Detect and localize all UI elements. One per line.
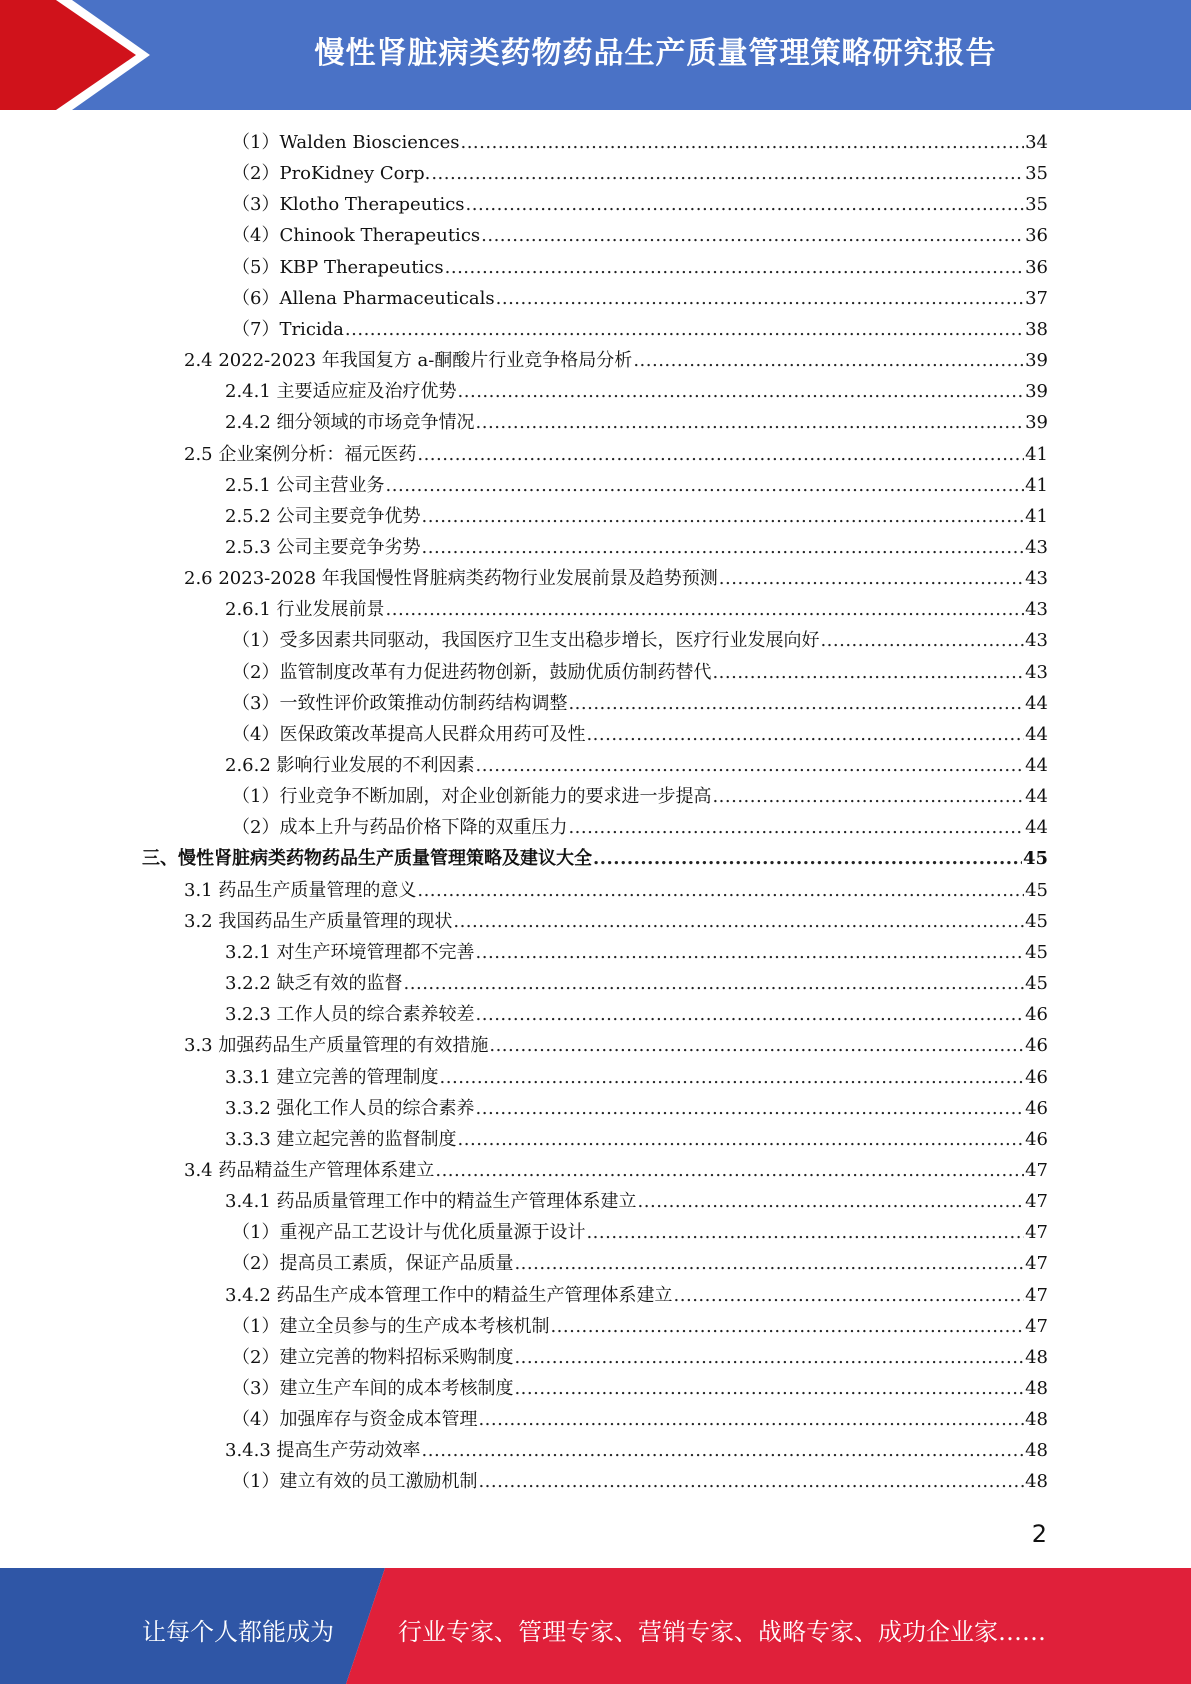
footer-slogan-left: 让每个人都能成为 (142, 1618, 334, 1646)
toc-entry[interactable] (232, 221, 1048, 252)
toc-entry-title: （2）成本上升与药品价格下降的双重压力 (232, 817, 568, 839)
toc-entry-title: （3）Klotho Therapeutics (232, 194, 465, 216)
toc-entry-page: 48 (1025, 1440, 1048, 1462)
toc-dot-leader (586, 1222, 1024, 1243)
toc-dot-leader (593, 848, 1022, 869)
toc-dot-leader (345, 319, 1024, 340)
toc-entry-page: 36 (1025, 256, 1048, 278)
toc-entry-page: 43 (1025, 568, 1048, 590)
toc-entry-title: 3.3 加强药品生产质量管理的有效措施 (184, 1035, 489, 1057)
toc-dot-leader (820, 630, 1024, 651)
toc-entry[interactable] (225, 938, 1048, 969)
toc-entry-page: 37 (1025, 287, 1048, 309)
toc-dot-leader (633, 350, 1024, 371)
toc-entry[interactable] (232, 626, 1048, 657)
toc-entry-page: 47 (1025, 1315, 1048, 1337)
toc-entry[interactable] (225, 1094, 1048, 1125)
toc-dot-leader (481, 225, 1024, 246)
toc-entry-title: 3.3.3 建立起完善的监督制度 (225, 1128, 457, 1150)
toc-entry-title: 3.4.1 药品质量管理工作中的精益生产管理体系建立 (225, 1191, 637, 1213)
toc-entry-page: 47 (1025, 1191, 1048, 1213)
toc-entry-title: 3.3.1 建立完善的管理制度 (225, 1066, 439, 1088)
toc-entry-page: 44 (1025, 755, 1048, 776)
toc-dot-leader (478, 1471, 1024, 1492)
toc-entry-title: 2.6.1 行业发展前景 (225, 599, 385, 621)
toc-entry[interactable] (232, 782, 1048, 813)
toc-entry-page: 45 (1022, 848, 1048, 870)
toc-entry[interactable] (225, 1281, 1048, 1312)
toc-entry-title: 三、慢性肾脏病类药物药品生产质量管理策略及建议大全 (142, 848, 592, 870)
toc-dot-leader (422, 506, 1025, 527)
toc-entry-page: 41 (1025, 443, 1048, 465)
toc-entry-title: 3.2 我国药品生产质量管理的现状 (184, 910, 453, 932)
toc-entry[interactable] (225, 1063, 1048, 1094)
toc-dot-leader (712, 786, 1024, 807)
footer-slogan-right: 行业专家、管理专家、营销专家、战略专家、成功企业家…… (398, 1618, 1046, 1646)
toc-dot-leader (586, 724, 1024, 745)
toc-entry[interactable] (225, 1125, 1048, 1156)
toc-entry-title: 2.4.2 细分领域的市场竞争情况 (225, 412, 475, 434)
toc-entry-page: 46 (1025, 1066, 1048, 1088)
toc-entry-page: 45 (1025, 941, 1048, 963)
toc-entry-title: （3）建立生产车间的成本考核制度 (232, 1378, 514, 1399)
toc-entry-title: 3.2.2 缺乏有效的监督 (225, 973, 403, 995)
toc-entry-page: 34 (1025, 132, 1048, 153)
page-number: 2 (1031, 1520, 1047, 1548)
toc-entry-title: （2）ProKidney Corp. (232, 163, 431, 185)
toc-entry[interactable] (184, 1031, 1048, 1062)
toc-dot-leader (476, 1098, 1025, 1119)
toc-entry-page: 48 (1025, 1346, 1048, 1368)
toc-entry-title: （1）建立有效的员工激励机制 (232, 1471, 478, 1493)
toc-entry-page: 44 (1025, 723, 1048, 745)
toc-dot-leader (476, 412, 1025, 433)
toc-entry[interactable] (225, 377, 1048, 408)
toc-entry[interactable] (232, 1467, 1048, 1498)
toc-entry-page: 39 (1025, 350, 1048, 372)
toc-entry-page: 47 (1025, 1159, 1048, 1181)
toc-entry-title: （1）重视产品工艺设计与优化质量源于设计 (232, 1222, 586, 1244)
toc-entry-title: 2.4.1 主要适应症及治疗优势 (225, 381, 457, 403)
toc-entry[interactable] (225, 1000, 1048, 1031)
toc-entry-page: 41 (1025, 474, 1048, 496)
toc-entry-title: （4）医保政策改革提高人民群众用药可及性 (232, 723, 586, 745)
toc-entry-page: 35 (1025, 194, 1048, 216)
toc-entry-page: 39 (1025, 412, 1048, 434)
toc-dot-leader (712, 662, 1024, 683)
toc-dot-leader (386, 475, 1025, 496)
toc-entry-title: 2.6.2 影响行业发展的不利因素 (225, 755, 475, 776)
toc-dot-leader (568, 817, 1024, 838)
toc-entry-title: （3）一致性评价政策推动仿制药结构调整 (232, 692, 568, 714)
toc-dot-leader (496, 288, 1024, 309)
toc-entry-page: 36 (1025, 225, 1048, 247)
toc-entry-page: 47 (1025, 1222, 1048, 1244)
toc-entry-title: 3.4 药品精益生产管理体系建立 (184, 1159, 435, 1181)
toc-entry-page: 45 (1025, 910, 1048, 932)
toc-dot-leader (514, 1347, 1024, 1368)
toc-entry-title: 3.1 药品生产质量管理的意义 (184, 879, 417, 901)
toc-dot-leader (431, 163, 1024, 184)
toc-entry-title: 2.5.3 公司主要竞争劣势 (225, 536, 421, 558)
toc-entry-page: 48 (1025, 1471, 1048, 1493)
toc-entry[interactable] (184, 907, 1048, 938)
toc-entry-page: 43 (1025, 630, 1048, 652)
toc-entry[interactable] (232, 658, 1048, 689)
toc-entry[interactable] (232, 1343, 1048, 1374)
toc-entry-page: 47 (1025, 1284, 1048, 1306)
toc-dot-leader (514, 1378, 1024, 1399)
report-footer (0, 1568, 1191, 1684)
toc-dot-leader (674, 1285, 1025, 1306)
toc-entry-page: 38 (1025, 318, 1048, 340)
toc-dot-leader (440, 1067, 1025, 1088)
toc-entry[interactable] (225, 595, 1048, 626)
toc-entry-title: （2）提高员工素质，保证产品质量 (232, 1253, 514, 1275)
toc-entry[interactable] (184, 876, 1048, 907)
toc-entry[interactable] (232, 284, 1048, 315)
toc-entry-title: 3.2.3 工作人员的综合素养较差 (225, 1004, 475, 1026)
toc-entry-title: （1）行业竞争不断加剧，对企业创新能力的要求进一步提高 (232, 786, 712, 808)
toc-dot-leader (417, 880, 1024, 901)
toc-dot-leader (404, 973, 1025, 994)
toc-entry-page: 45 (1025, 879, 1048, 901)
toc-entry-page: 46 (1025, 1035, 1048, 1057)
toc-dot-leader (458, 1129, 1025, 1150)
toc-entry-page: 43 (1025, 536, 1048, 558)
toc-entry-page: 47 (1025, 1253, 1048, 1275)
toc-entry-page: 48 (1025, 1378, 1048, 1399)
toc-dot-leader (445, 257, 1024, 278)
toc-entry[interactable] (232, 720, 1048, 751)
toc-entry-title: （4）加强库存与资金成本管理 (232, 1409, 478, 1431)
toc-entry[interactable] (142, 844, 1048, 875)
toc-dot-leader (550, 1316, 1024, 1337)
toc-entry-page: 44 (1025, 786, 1048, 808)
toc-entry[interactable] (184, 1156, 1048, 1187)
toc-entry[interactable] (232, 1249, 1048, 1280)
toc-entry-title: 3.3.2 强化工作人员的综合素养 (225, 1097, 475, 1119)
toc-entry[interactable] (225, 1436, 1048, 1467)
toc-dot-leader (422, 537, 1025, 558)
toc-dot-leader (476, 942, 1025, 963)
toc-entry-page: 41 (1025, 505, 1048, 527)
toc-entry[interactable] (225, 502, 1048, 533)
toc-dot-leader (458, 381, 1025, 402)
toc-dot-leader (453, 911, 1024, 932)
toc-entry[interactable] (225, 533, 1048, 564)
toc-entry-title: 2.5 企业案例分析：福元医药 (184, 443, 417, 465)
toc-entry-page: 46 (1025, 1128, 1048, 1150)
toc-entry-title: 2.5.1 公司主营业务 (225, 474, 385, 496)
toc-dot-leader (638, 1191, 1025, 1212)
toc-entry-page: 44 (1025, 817, 1048, 839)
toc-entry-page: 39 (1025, 381, 1048, 403)
toc-entry-page: 48 (1025, 1409, 1048, 1431)
toc-entry-title: （6）Allena Pharmaceuticals (232, 287, 495, 309)
report-title: 慢性肾脏病类药物药品生产质量管理策略研究报告 (314, 36, 997, 71)
toc-entry[interactable] (232, 1374, 1048, 1405)
toc-entry-page: 35 (1025, 163, 1048, 185)
toc-entry[interactable] (225, 408, 1048, 439)
toc-entry-title: 2.6 2023-2028 年我国慢性肾脏病类药物行业发展前景及趋势预测 (184, 568, 718, 590)
toc-entry-page: 44 (1025, 692, 1048, 714)
toc-dot-leader (476, 755, 1025, 776)
toc-entry-title: 2.5.2 公司主要竞争优势 (225, 505, 421, 527)
toc-entry[interactable] (184, 564, 1048, 595)
toc-entry[interactable] (225, 1187, 1048, 1218)
toc-entry-title: 3.4.2 药品生产成本管理工作中的精益生产管理体系建立 (225, 1284, 673, 1306)
toc-entry[interactable] (232, 1218, 1048, 1249)
toc-entry[interactable] (225, 471, 1048, 502)
toc-entry[interactable] (232, 190, 1048, 221)
toc-entry-title: 2.4 2022-2023 年我国复方 a-酮酸片行业竞争格局分析 (184, 350, 633, 372)
toc-entry-title: （2）监管制度改革有力促进药物创新，鼓励优质仿制药替代 (232, 661, 712, 683)
toc-entry[interactable] (232, 689, 1048, 720)
toc-entry-title: （7）Tricida (232, 318, 344, 340)
toc-entry-title: 3.4.3 提高生产劳动效率 (225, 1440, 421, 1462)
toc-entry[interactable] (232, 253, 1048, 284)
toc-entry-title: （5）KBP Therapeutics (232, 256, 444, 278)
toc-entry-title: （1）建立全员参与的生产成本考核机制 (232, 1315, 550, 1337)
toc-entry[interactable] (232, 159, 1048, 190)
toc-dot-leader (466, 194, 1025, 215)
toc-dot-leader (422, 1440, 1025, 1461)
toc-entry-page: 45 (1025, 973, 1048, 995)
toc-entry-title: （1）受多因素共同驱动，我国医疗卫生支出稳步增长，医疗行业发展向好 (232, 630, 820, 652)
toc-entry-page: 46 (1025, 1004, 1048, 1026)
toc-entry-page: 43 (1025, 599, 1048, 621)
toc-dot-leader (417, 444, 1024, 465)
toc-dot-leader (476, 1004, 1025, 1025)
toc-entry-title: （1）Walden Biosciences (232, 132, 460, 153)
toc-entry[interactable] (232, 315, 1048, 346)
toc-entry-title: 3.2.1 对生产环境管理都不完善 (225, 941, 475, 963)
toc-entry[interactable] (232, 1312, 1048, 1343)
toc-dot-leader (719, 568, 1024, 589)
toc-dot-leader (514, 1253, 1024, 1274)
toc-entry-page: 46 (1025, 1097, 1048, 1119)
toc-dot-leader (460, 132, 1024, 153)
toc-entry[interactable] (232, 1405, 1048, 1436)
toc-dot-leader (386, 599, 1025, 620)
toc-entry[interactable] (184, 440, 1048, 471)
toc-entry[interactable] (184, 346, 1048, 377)
toc-dot-leader (489, 1035, 1024, 1056)
toc-entry[interactable] (232, 813, 1048, 844)
toc-dot-leader (435, 1160, 1024, 1181)
toc-dot-leader (568, 693, 1024, 714)
toc-entry-title: （2）建立完善的物料招标采购制度 (232, 1346, 514, 1368)
toc-entry[interactable] (225, 751, 1048, 782)
toc-entry[interactable] (232, 128, 1048, 159)
report-header (0, 0, 1191, 110)
toc-dot-leader (478, 1409, 1024, 1430)
toc-entry[interactable] (225, 969, 1048, 1000)
toc-entry-title: （4）Chinook Therapeutics (232, 225, 481, 247)
toc-entry-page: 43 (1025, 661, 1048, 683)
